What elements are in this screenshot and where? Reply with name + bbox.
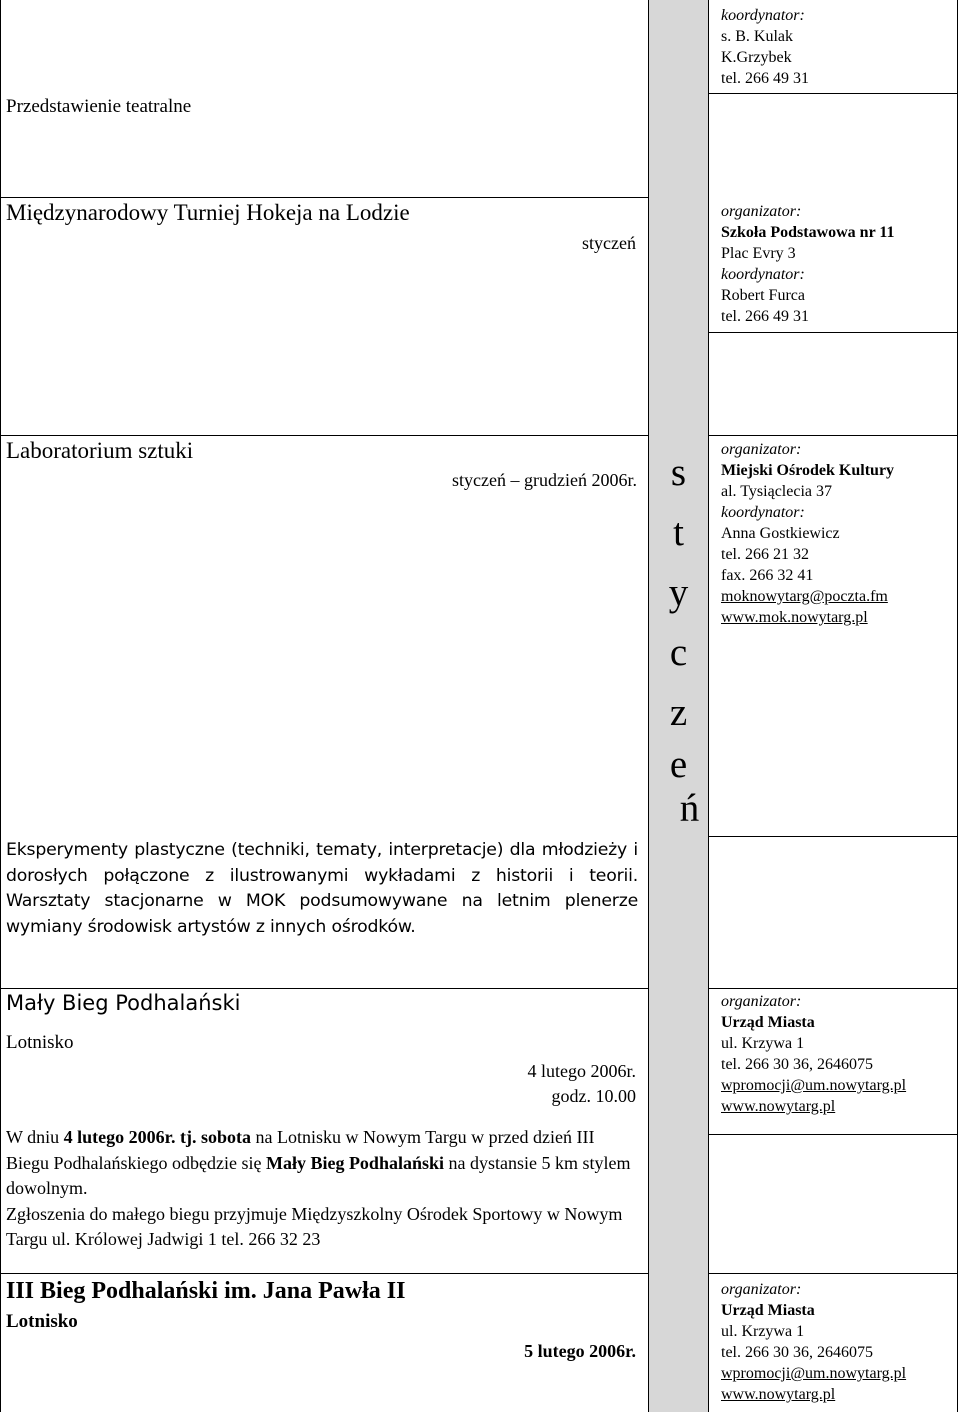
event-date: 4 lutego 2006r. — [527, 1061, 636, 1081]
event-title: Laboratorium sztuki — [6, 438, 194, 463]
event-description: W dniu 4 lutego 2006r. tj. sobota na Lotnisku w Nowym Targu w przed dzień III Biegu Podhalańskiego odbędzie się Mały Bieg Podhalański na dystansie 5 km stylem dowolnym. Zgłoszenia do małego biegu przyjmuje Międzyszkolny Ośrodek Sportowy w Nowym Targu ul. Królowej Jadwigi 1 tel. 266 32 23 — [6, 1125, 638, 1253]
organizer-name: Miejski Ośrodek Kultury — [721, 462, 895, 479]
month-letter: ń — [679, 787, 700, 830]
event-date: styczeń — [582, 233, 636, 253]
month-vertical — [649, 443, 708, 831]
organizer-label: organizator: — [721, 203, 802, 220]
month-letter: e — [669, 743, 688, 786]
event-date: 5 lutego 2006r. — [524, 1341, 636, 1361]
event-info — [721, 991, 956, 1117]
event-title: Międzynarodowy Turniej Hokeja na Lodzie — [6, 200, 410, 225]
event-description: Eksperymenty plastyczne (techniki, tematy, interpretacje) dla młodzieży i dorosłych połączone z ilustrowanymi wykładami z historii i teorii. Warsztaty stacjonarne w MOK podsumowywane na letnim plenerze wymiany środowisk artystów z innych ośrodków. — [6, 840, 638, 937]
address: Plac Evry 3 — [721, 245, 796, 262]
organizer-name: Urząd Miasta — [721, 1014, 815, 1031]
registration-info: Zgłoszenia do małego biegu przyjmuje Międzyszkolny Ośrodek Sportowy w Nowym Targu ul. Królowej Jadwigi 1 tel. 266 32 23 — [6, 1203, 623, 1249]
website-link[interactable]: www.nowytarg.pl — [721, 1386, 836, 1403]
fax: fax. 266 32 41 — [721, 567, 814, 584]
coordinator-label: koordynator: — [721, 504, 805, 521]
address: ul. Krzywa 1 — [721, 1035, 805, 1052]
event-place: Lotnisko — [6, 1032, 74, 1053]
month-letter: y — [668, 571, 689, 614]
coordinator-label: koordynator: — [721, 7, 805, 24]
coordinator-name: s. B. Kulak — [721, 28, 793, 45]
phone: tel. 266 49 31 — [721, 70, 809, 87]
month-letter: s — [670, 451, 687, 494]
event-info — [721, 439, 956, 628]
event-date: styczeń – grudzień 2006r. — [452, 470, 637, 490]
event-title: Przedstawienie teatralne — [6, 96, 192, 117]
event-time: godz. 10.00 — [551, 1086, 636, 1106]
phone: tel. 266 21 32 — [721, 546, 809, 563]
address: al. Tysiąclecia 37 — [721, 483, 832, 500]
month-letter: t — [673, 511, 684, 554]
event-info — [721, 201, 956, 327]
coordinator-name: Robert Furca — [721, 287, 805, 304]
event-place: Lotnisko — [6, 1311, 78, 1332]
month-letter: c — [669, 631, 688, 674]
event-info — [721, 5, 956, 89]
organizer-name: Urząd Miasta — [721, 1302, 815, 1319]
organizer-label: organizator: — [721, 993, 802, 1010]
organizer-label: organizator: — [721, 441, 802, 458]
event-info — [721, 1279, 956, 1405]
website-link[interactable]: www.nowytarg.pl — [721, 1098, 836, 1115]
email-link[interactable]: wpromocji@um.nowytarg.pl — [721, 1365, 907, 1382]
event-title: Mały Bieg Podhalański — [6, 991, 241, 1015]
phone: tel. 266 30 36, 2646075 — [721, 1344, 873, 1361]
website-link[interactable]: www.mok.nowytarg.pl — [721, 609, 868, 626]
organizer-name: Szkoła Podstawowa nr 11 — [721, 224, 895, 241]
email-link[interactable]: moknowytarg@poczta.fm — [721, 588, 888, 605]
organizer-label: organizator: — [721, 1281, 802, 1298]
coordinator-name: K.Grzybek — [721, 49, 792, 66]
month-letter: z — [669, 691, 688, 734]
coordinator-label: koordynator: — [721, 266, 805, 283]
address: ul. Krzywa 1 — [721, 1323, 805, 1340]
coordinator-name: Anna Gostkiewicz — [721, 525, 840, 542]
email-link[interactable]: wpromocji@um.nowytarg.pl — [721, 1077, 907, 1094]
phone: tel. 266 30 36, 2646075 — [721, 1056, 873, 1073]
event-title: III Bieg Podhalański im. Jana Pawła II — [6, 1278, 406, 1304]
phone: tel. 266 49 31 — [721, 308, 809, 325]
